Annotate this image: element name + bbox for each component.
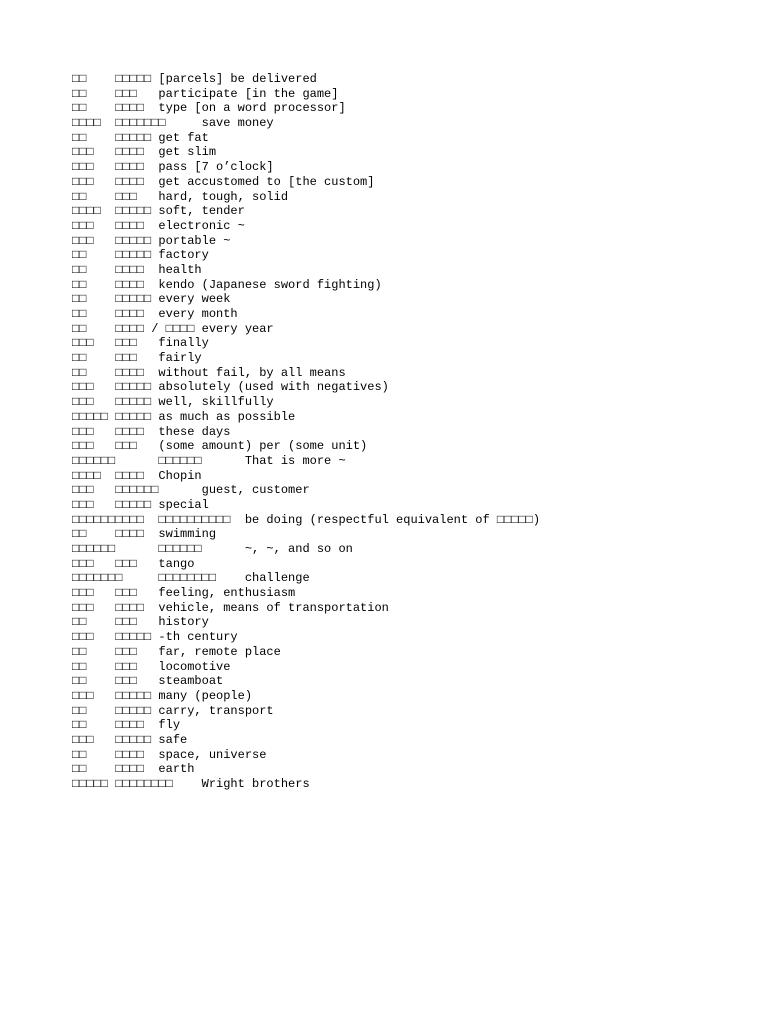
vocabulary-line: □□□ □□□□ get accustomed to [the custom]	[72, 174, 375, 189]
vocabulary-line: □□□ □□□□□ well, skillfully	[72, 395, 274, 410]
vocabulary-line: □□□ □□□□□ -th century	[72, 630, 238, 645]
vocabulary-line: □□ □□□ hard, tough, solid	[72, 189, 289, 204]
vocabulary-line: □□ □□□□□ [parcels] be delivered	[72, 72, 317, 86]
vocabulary-line: □□□□ □□□□ Chopin	[72, 468, 202, 483]
vocabulary-line: □□□ □□□□□ special	[72, 497, 209, 512]
vocabulary-line: □□□ □□□□ get slim	[72, 145, 217, 160]
vocabulary-line: □□□□□□□ □□□□□□□□ challenge	[72, 571, 310, 586]
vocabulary-line: □□□□□□□□□□ □□□□□□□□□□ be doing (respectful equivalent of □□□□□)	[72, 512, 541, 527]
vocabulary-line: □□ □□□□ every month	[72, 307, 238, 321]
vocabulary-line: □□ □□□□□ carry, transport	[72, 703, 274, 718]
vocabulary-line: □□□□□ □□□□□□□□ Wright brothers	[72, 777, 310, 791]
vocabulary-line: □□ □□□ fairly	[72, 351, 202, 366]
vocabulary-line: □□□□ □□□□□□□ save money	[72, 116, 274, 131]
vocabulary-line: □□ □□□□ fly	[72, 718, 181, 733]
vocabulary-line: □□□ □□□□□ many (people)	[72, 688, 253, 703]
vocabulary-line: □□ □□□□ kendo (Japanese sword fighting)	[72, 277, 382, 292]
vocabulary-line: □□ □□□□ earth	[72, 762, 195, 777]
vocabulary-line: □□ □□□□□ every week	[72, 292, 231, 307]
vocabulary-line: □□ □□□ participate [in the game]	[72, 86, 339, 101]
vocabulary-line: □□□ □□□□ these days	[72, 424, 231, 439]
vocabulary-line: □□ □□□ far, remote place	[72, 644, 281, 659]
vocabulary-line: □□□□□ □□□□□ as much as possible	[72, 409, 296, 424]
vocabulary-line: □□□□ □□□□□ soft, tender	[72, 204, 245, 219]
vocabulary-line: □□ □□□□□ get fat	[72, 130, 209, 145]
vocabulary-line: □□ □□□□ without fail, by all means	[72, 365, 346, 380]
vocabulary-line: □□□ □□□ (some amount) per (some unit)	[72, 439, 368, 454]
vocabulary-line: □□□□□□ □□□□□□ That is more ~	[72, 453, 346, 468]
vocabulary-line: □□□ □□□□□ portable ~	[72, 233, 231, 248]
vocabulary-line: □□ □□□ steamboat	[72, 674, 224, 689]
vocabulary-line: □□□□□□ □□□□□□ ~, ~, and so on	[72, 542, 353, 556]
vocabulary-line: □□□ □□□□ electronic ~	[72, 218, 245, 233]
vocabulary-line: □□ □□□□ health	[72, 262, 202, 277]
vocabulary-list	[72, 72, 752, 792]
vocabulary-line: □□ □□□□ swimming	[72, 527, 217, 542]
vocabulary-line: □□ □□□□ type [on a word processor]	[72, 101, 346, 116]
vocabulary-line: □□ □□□□□ factory	[72, 248, 209, 263]
vocabulary-line: □□□ □□□ tango	[72, 556, 195, 571]
vocabulary-line: □□ □□□ history	[72, 615, 209, 630]
vocabulary-line: □□□ □□□ finally	[72, 336, 209, 351]
vocabulary-line: □□ □□□□ / □□□□ every year	[72, 321, 274, 336]
vocabulary-line: □□ □□□ locomotive	[72, 659, 231, 674]
vocabulary-line: □□□ □□□□□ safe	[72, 732, 188, 747]
vocabulary-line: □□□ □□□□ pass [7 o’clock]	[72, 160, 274, 175]
vocabulary-line: □□□ □□□□□□ guest, customer	[72, 483, 310, 498]
vocabulary-line: □□ □□□□ space, universe	[72, 747, 267, 762]
vocabulary-line: □□□ □□□ feeling, enthusiasm	[72, 586, 296, 601]
vocabulary-line: □□□ □□□□□ absolutely (used with negatives)	[72, 380, 389, 395]
vocabulary-line: □□□ □□□□ vehicle, means of transportation	[72, 600, 389, 615]
